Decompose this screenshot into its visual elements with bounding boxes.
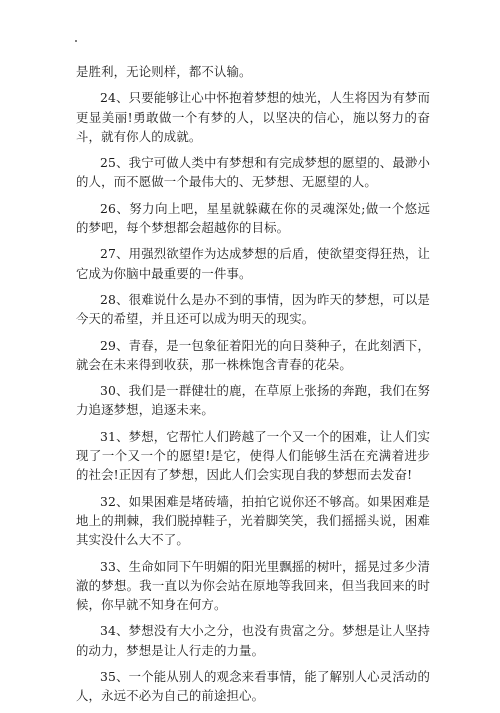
paragraph-continuation: 是胜利，无论则样，都不认输。 [76, 64, 252, 79]
paragraph-35: 35、一个能从别人的观念来看事情，能了解别人心灵活动的人，永远不必为自己的前途担心。 [76, 669, 430, 704]
page-mark [75, 40, 77, 42]
paragraph-29: 29、青春，是一包象征着阳光的向日葵种子，在此刻洒下，就会在未来得到收获，那一株株饱含青春的花朵。 [76, 337, 430, 372]
paragraph-27: 27、用强烈欲望作为达成梦想的后盾，使欲望变得狂热，让它成为你脑中最重要的一件事。 [76, 246, 430, 281]
paragraph-28: 28、很难说什么是办不到的事情，因为昨天的梦想，可以是今天的希望，并且还可以成为明天的现实。 [76, 291, 430, 327]
paragraph-26: 26、努力向上吧，星星就躲藏在你的灵魂深处;做一个悠远的梦吧，每个梦想都会超越你的目标。 [76, 200, 430, 236]
paragraph-24: 24、只要能够让心中怀抱着梦想的烛光，人生将因为有梦而更显美丽!勇敢做一个有梦的人，以坚决的信心，施以努力的奋斗，就有你人的成就。 [76, 90, 430, 144]
paragraph-31: 31、梦想，它帮忙人们跨越了一个又一个的困难，让人们实现了一个又一个的愿望!是它，使得人们能够生活在充满着进步的社会!正因有了梦想，因此人们会实现自我的梦想而去发奋! [76, 428, 430, 483]
document-body [76, 62, 430, 713]
paragraph-33: 33、生命如同下午明媚的阳光里飘摇的树叶，摇晃过多少清澈的梦想。我一直以为你会站在原地等我回来，但当我回来的时候，你早就不知身在何方。 [76, 558, 430, 613]
paragraph-32: 32、如果困难是堵砖墙，拍拍它说你还不够高。如果困难是地上的荆棘，我们脱掉鞋子，光着脚笑笑，我们摇摇头说，困难其实没什么大不了。 [76, 493, 430, 548]
paragraph-30: 30、我们是一群健壮的鹿，在草原上张扬的奔跑，我们在努力追逐梦想，追逐未来。 [76, 383, 430, 418]
paragraph-25: 25、我宁可做人类中有梦想和有完成梦想的愿望的、最渺小的人，而不愿做一个最伟大的、无梦想、无愿望的人。 [76, 155, 430, 190]
paragraph-34: 34、梦想没有大小之分，也没有贵富之分。梦想是让人坚持的动力，梦想是让人行走的力量。 [76, 623, 430, 658]
